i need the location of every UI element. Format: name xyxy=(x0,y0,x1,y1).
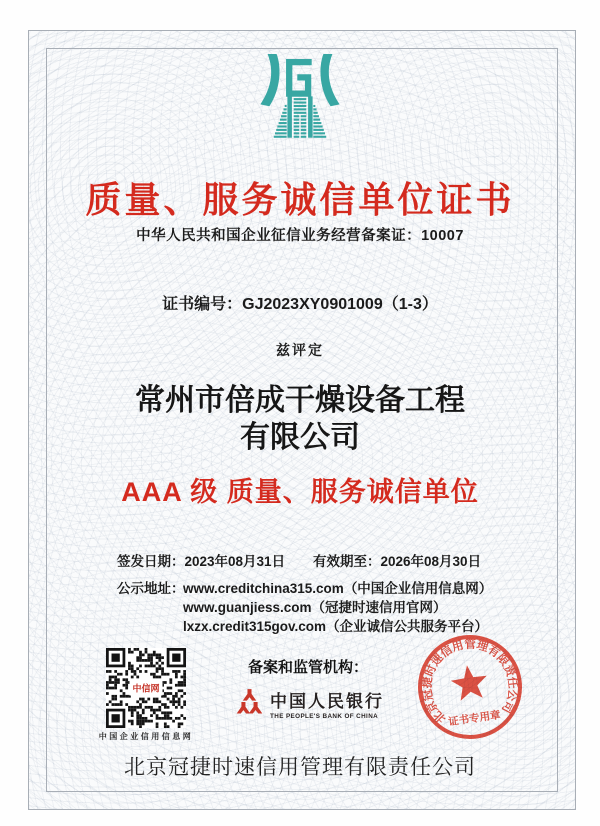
qr-center-label: 中信网 xyxy=(129,681,162,696)
publicity-line2 xyxy=(183,596,447,616)
publicity-desc-3: （企业诚信公共服务平台） xyxy=(326,619,489,634)
pboc-name-cn: 中国人民银行 xyxy=(270,692,384,712)
issue-date: 签发日期：2023年08月31日 xyxy=(117,554,286,569)
publicity-url-1: www.creditchina315.com xyxy=(183,581,344,596)
valid-until: 有效期至：2026年08月30日 xyxy=(313,554,482,569)
certificate-title: 质量、服务诚信单位证书 xyxy=(85,179,515,220)
publicity-url-3: lxzx.credit315gov.com xyxy=(183,619,327,634)
company-seal xyxy=(408,625,532,749)
qr-code xyxy=(106,648,186,728)
regulator-label: 备案和监管机构： xyxy=(248,659,369,676)
publicity-label: 公示地址： xyxy=(117,581,185,596)
seal-bottom-text: 证书专用章 xyxy=(447,709,502,729)
pboc-emblem-icon xyxy=(236,688,263,720)
publicity-desc-1: （中国企业信用信息网） xyxy=(343,581,493,596)
pboc-logo xyxy=(236,687,384,720)
publicity-url-2: www.guanjiess.com xyxy=(183,600,312,615)
company-name xyxy=(0,382,600,456)
hereby-assessed-label: 兹评定 xyxy=(276,342,324,358)
rating-line: AAA 级 质量、服务诚信单位 xyxy=(121,477,479,507)
publicity-line3 xyxy=(183,615,488,635)
guanjie-logo-icon xyxy=(255,54,345,144)
publicity-desc-2: （冠捷时速信用官网） xyxy=(311,600,447,615)
pboc-name-en: THE PEOPLE'S BANK OF CHINA xyxy=(270,713,379,720)
seal-ring-text: 北京冠捷时速信用管理有限责任公司 xyxy=(419,637,521,727)
publicity-line1 xyxy=(183,577,492,597)
certificate-number: 证书编号：GJ2023XY0901009（1-3） xyxy=(162,296,438,313)
qr-caption: 中国企业信用信息网 xyxy=(98,732,194,741)
company-name-line1: 常州市倍成干燥设备工程 xyxy=(135,383,465,418)
certificate-subtitle: 中华人民共和国企业征信业务经营备案证：10007 xyxy=(136,228,464,244)
company-name-line2: 有限公司 xyxy=(240,420,360,455)
issuer-company-name: 北京冠捷时速信用管理有限责任公司 xyxy=(124,756,476,779)
pboc-text xyxy=(270,687,384,720)
